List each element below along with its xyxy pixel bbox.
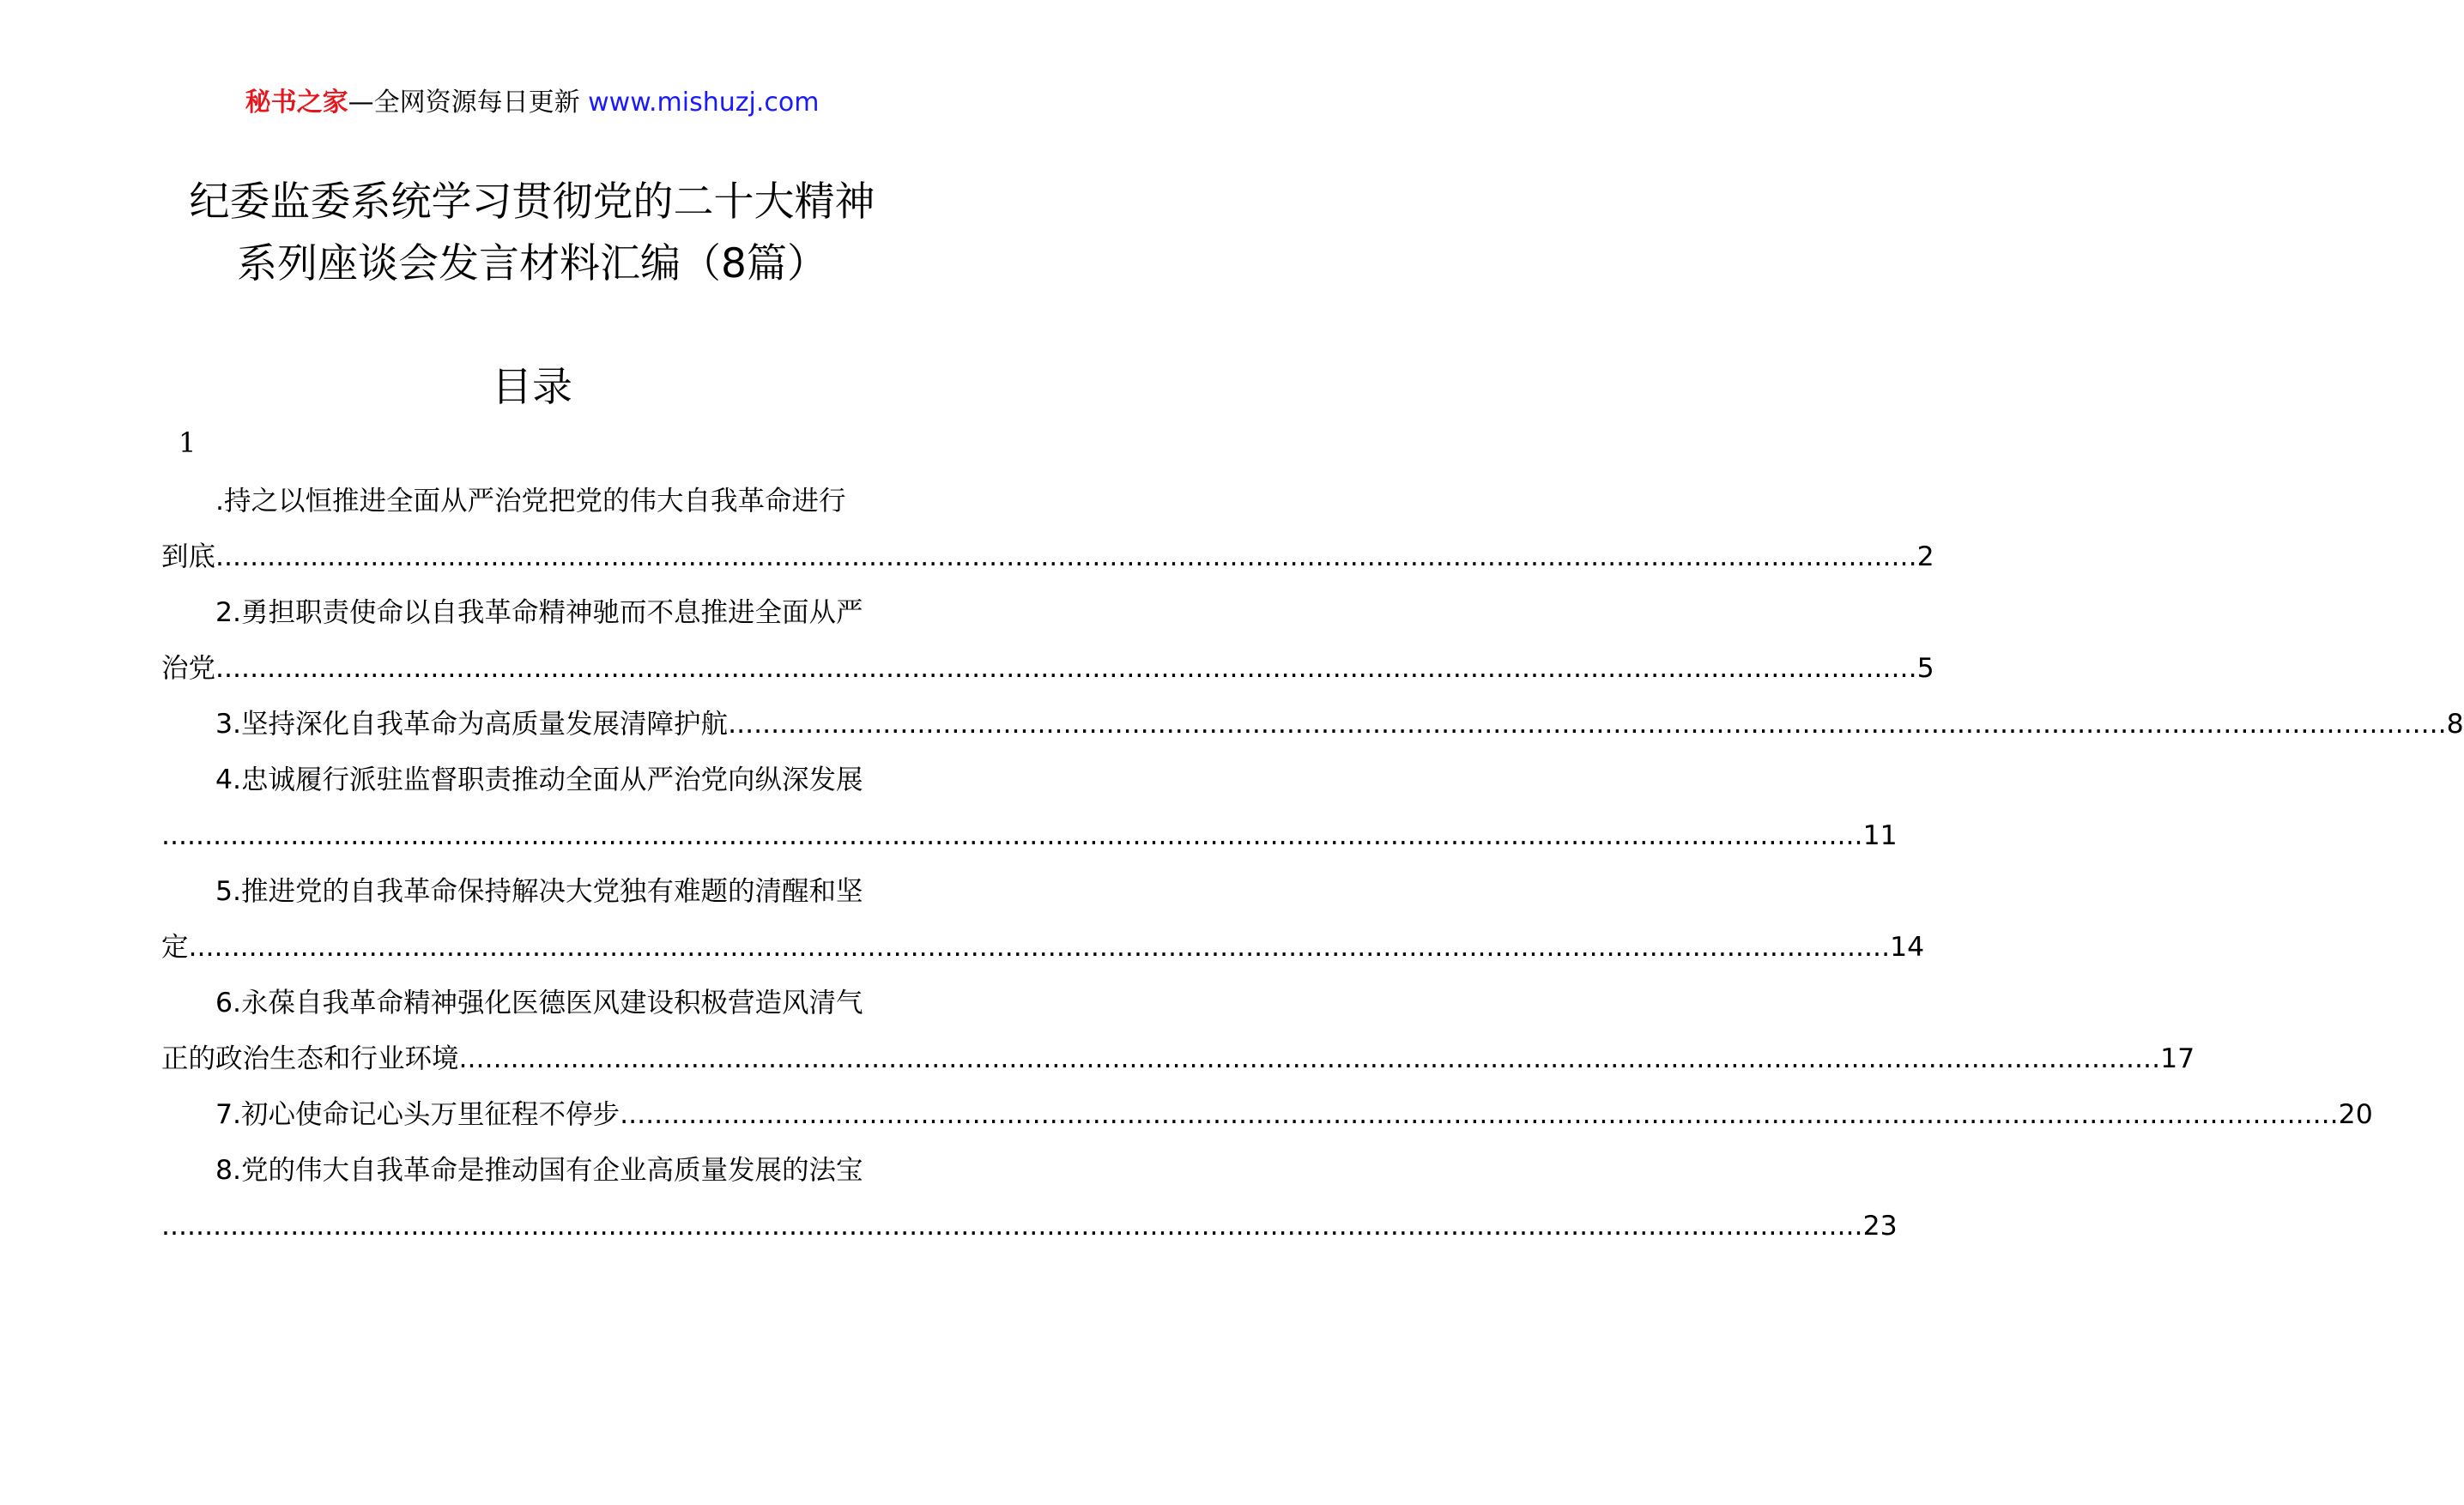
toc-entry-title-cont: 到底 (161, 541, 216, 572)
toc-entry-2[interactable] (161, 585, 1934, 697)
tagline: —全网资源每日更新 (348, 88, 580, 118)
toc-page-number: 8 (2446, 709, 2464, 740)
site-url-link[interactable]: www.mishuzj.com (588, 88, 820, 118)
dot-leader (215, 529, 1917, 585)
dot-leader (161, 808, 1863, 864)
toc-page-number: 11 (1862, 820, 1898, 851)
toc-entry-5[interactable] (161, 864, 1925, 976)
toc-entry-title: 8.党的伟大自我革命是推动国有企业高质量发展的法宝 (215, 1155, 863, 1186)
dot-leader (161, 1199, 1863, 1254)
toc-leader-line (161, 641, 1934, 697)
toc-entry-title-cont: 正的政治生态和行业环境 (161, 1043, 459, 1074)
toc-heading: 目录 (492, 364, 572, 411)
toc-entry-6[interactable] (161, 976, 2195, 1087)
toc-entry-7[interactable] (161, 1087, 2373, 1143)
toc-entry-title-cont: 定 (161, 932, 189, 963)
toc-entry-title: .持之以恒推进全面从严治党把党的伟大自我革命进行 (215, 486, 846, 517)
document-title (0, 172, 1064, 295)
toc-entry-8[interactable] (161, 1143, 1898, 1254)
dot-leader: ........................................................................................................................................................................................................ (728, 709, 2447, 740)
site-header (0, 86, 1064, 120)
toc-entry-title: 6.永葆自我革命精神强化医德医风建设积极营造风清气 (215, 988, 863, 1018)
toc-leader-line (161, 1199, 1898, 1254)
toc-leader-line (161, 808, 1898, 864)
dot-leader (215, 641, 1917, 697)
toc-entry-1[interactable] (161, 474, 1934, 585)
toc-page-number: 20 (2338, 1099, 2373, 1130)
toc-page-number: 17 (2160, 1043, 2195, 1074)
toc-entry-title: 5.推进党的自我革命保持解决大党独有难题的清醒和坚 (215, 876, 863, 907)
brand-name: 秘书之家 (245, 88, 348, 118)
toc-page-number: 2 (1916, 541, 1934, 572)
toc-leader-line (161, 920, 1925, 976)
toc-leader-line (161, 529, 1934, 585)
toc-page-number: 14 (1890, 932, 1925, 963)
dot-leader (459, 1031, 2161, 1087)
dot-leader: ........................................................................................................................................................................................................ (620, 1099, 2339, 1130)
toc-entry-title-cont: 治党 (161, 653, 216, 684)
toc-page-number: 5 (1916, 653, 1934, 684)
toc-entry-4[interactable] (161, 752, 1898, 864)
toc-entry-title: 7.初心使命记心头万里征程不停步 (215, 1099, 621, 1130)
dot-leader (189, 920, 1891, 976)
toc-entry-title: 3.坚持深化自我革命为高质量发展清障护航 (215, 709, 729, 740)
toc-entry-title: 4.忠诚履行派驻监督职责推动全面从严治党向纵深发展 (215, 765, 863, 795)
title-line-2: 系列座谈会发言材料汇编（8篇） (237, 240, 827, 287)
toc-leader-line (161, 1031, 2195, 1087)
toc-entry-title: 2.勇担职责使命以自我革命精神驰而不息推进全面从严 (215, 597, 863, 628)
toc-entry-3[interactable] (161, 697, 2464, 752)
title-line-1: 纪委监委系统学习贯彻党的二十大精神 (189, 178, 875, 226)
table-of-contents (161, 474, 2464, 1254)
toc-page-number: 23 (1862, 1211, 1898, 1242)
stray-number: 1 (179, 426, 197, 459)
